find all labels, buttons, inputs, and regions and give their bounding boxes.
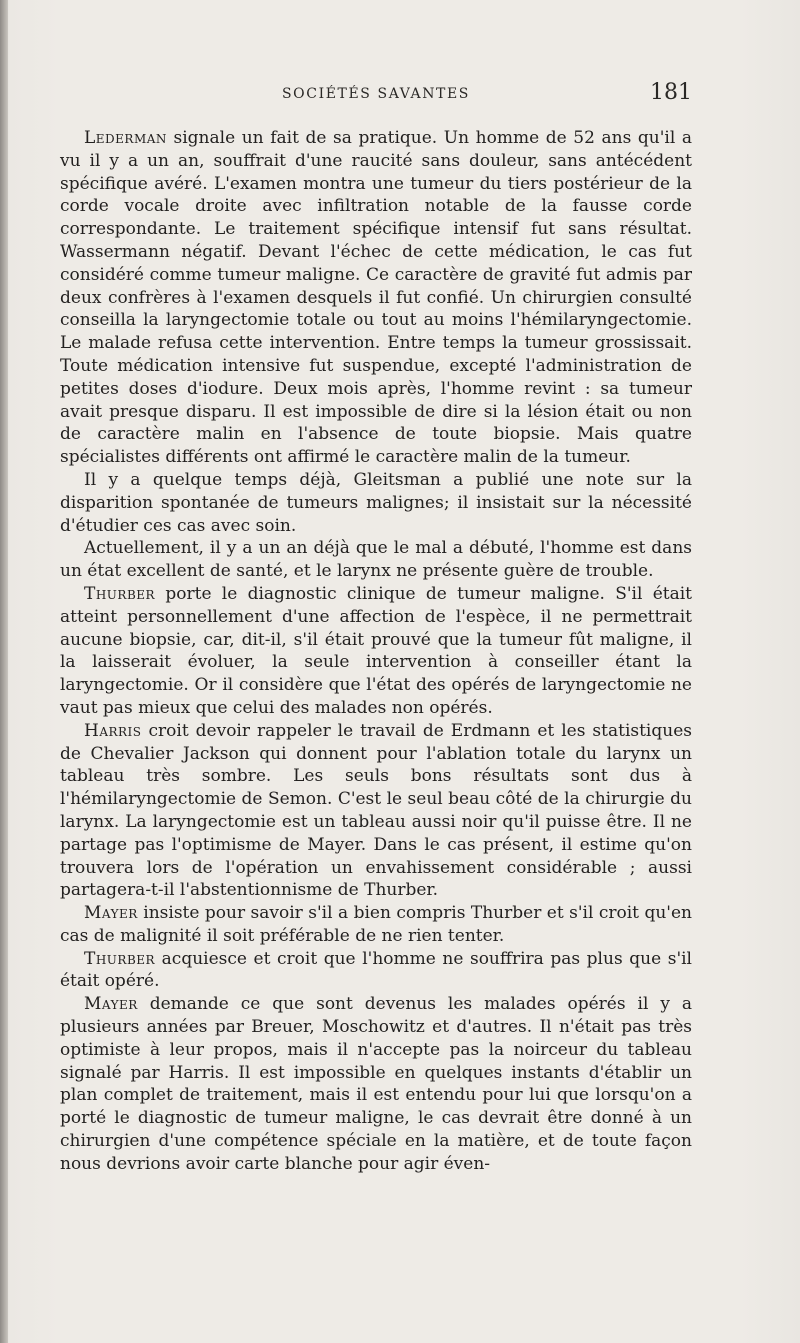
paragraph-text: demande ce que sont devenus les malades opérés il y a plusieurs années par Breuer, Moschowitz et d'autres. Il n'était pas très optimiste à leur propos, mais il n'accepte pas la noirceur du tableau signalé par Harris. Il est impossible en quelques instants d'établir un plan complet de traitement, mais il est entendu pour lui que lorsqu'on a porté le diagnostic de tumeur maligne, le cas devrait être donné à un chirurgien d'une compétence spéciale en la matière, et de toute façon nous devrions avoir carte blanche pour agir éven-: [60, 994, 692, 1174]
paragraph-text: signale un fait de sa pratique. Un homme de 52 ans qu'il a vu il y a un an, souffrait d'une raucité sans douleur, sans antécédent spécifique avéré. L'examen montra une tumeur du tiers postérieur de la corde vocale droite avec infiltration notable de la fausse corde correspondante. Le traitement spécifique intensif fut sans résultat. Wassermann négatif. Devant l'échec de cette médication, le cas fut considéré comme tumeur maligne. Ce caractère de gravité fut admis par deux confrères à l'examen desquels il fut confié. Un chirurgien consulté conseilla la laryngectomie totale ou tout au moins l'hémilaryngectomie. Le malade refusa cette intervention. Entre temps la tumeur grossissait. Toute médication intensive fut suspendue, excepté l'administration de petites doses d'iodure. Deux mois après, l'homme revint : sa tumeur avait presque disparu. Il est impossible de dire si la lésion était ou non de caractère malin en l'absence de toute biopsie. Mais quatre spécialistes différents ont affirmé le caractère malin de la tumeur.: [60, 128, 692, 468]
paragraph-text: porte le diagnostic clinique de tumeur maligne. S'il était atteint personnellement d'une affection de l'espèce, il ne permettrait aucune biopsie, car, dit-il, s'il était prouvé que la tumeur fût maligne, il la laisserait évoluer, la seule intervention à conseiller étant la laryngectomie. Or il considère que l'état des opérés de laryngectomie ne vaut pas mieux que celui des malades non opérés.: [60, 583, 692, 718]
speaker-name: Lederman: [84, 128, 167, 148]
paragraph-text: croit devoir rappeler le travail de Erdmann et les statistiques de Chevalier Jackson qui donnent pour l'ablation totale du larynx un tableau très sombre. Les seuls bons résultats sont dus à l'hémilaryngectomie de Semon. C'est le seul beau côté de la chirurgie du larynx. La laryngectomie est un tableau aussi noir qu'il puisse être. Il ne partage pas l'optimisme de Mayer. Dans le cas présent, il estime qu'on trouvera lors de l'opération un envahissement considérable ; aussi partagera-t-il l'abstentionnisme de Thurber.: [60, 720, 692, 901]
page-binding-edge: [0, 0, 8, 1343]
paragraph-text: insiste pour savoir s'il a bien compris Thurber et s'il croit qu'en cas de malignité il soit préférable de ne rien tenter.: [60, 903, 692, 946]
paragraph-text: Actuellement, il y a un an déjà que le mal a débuté, l'homme est dans un état excellent de santé, et le larynx ne présente guère de trouble.: [60, 538, 692, 582]
paragraph: [60, 583, 692, 720]
article-body: [60, 127, 692, 1176]
paragraph-text: acquiesce et croit que l'homme ne souffrira pas plus que s'il était opéré.: [60, 948, 692, 992]
paragraph: [60, 469, 692, 537]
paragraph: [60, 993, 692, 1175]
speaker-name: Mayer: [84, 994, 138, 1015]
page-number: 181: [650, 80, 692, 105]
paragraph: [60, 902, 692, 948]
speaker-name: Thurber: [84, 583, 156, 604]
speaker-name: Harris: [84, 720, 142, 741]
paragraph: [60, 948, 692, 994]
paragraph-text: Il y a quelque temps déjà, Gleitsman a publié une note sur la disparition spontanée de tumeurs malignes; il insistait sur la nécessité d'étudier ces cas avec soin.: [60, 469, 692, 536]
speaker-name: Mayer: [84, 903, 138, 924]
page-header: [60, 80, 692, 110]
speaker-name: Thurber: [84, 948, 156, 969]
paragraph: [60, 127, 692, 469]
paragraph: [60, 720, 692, 902]
running-head: SOCIÉTÉS SAVANTES: [281, 86, 470, 102]
paragraph: [60, 537, 692, 583]
